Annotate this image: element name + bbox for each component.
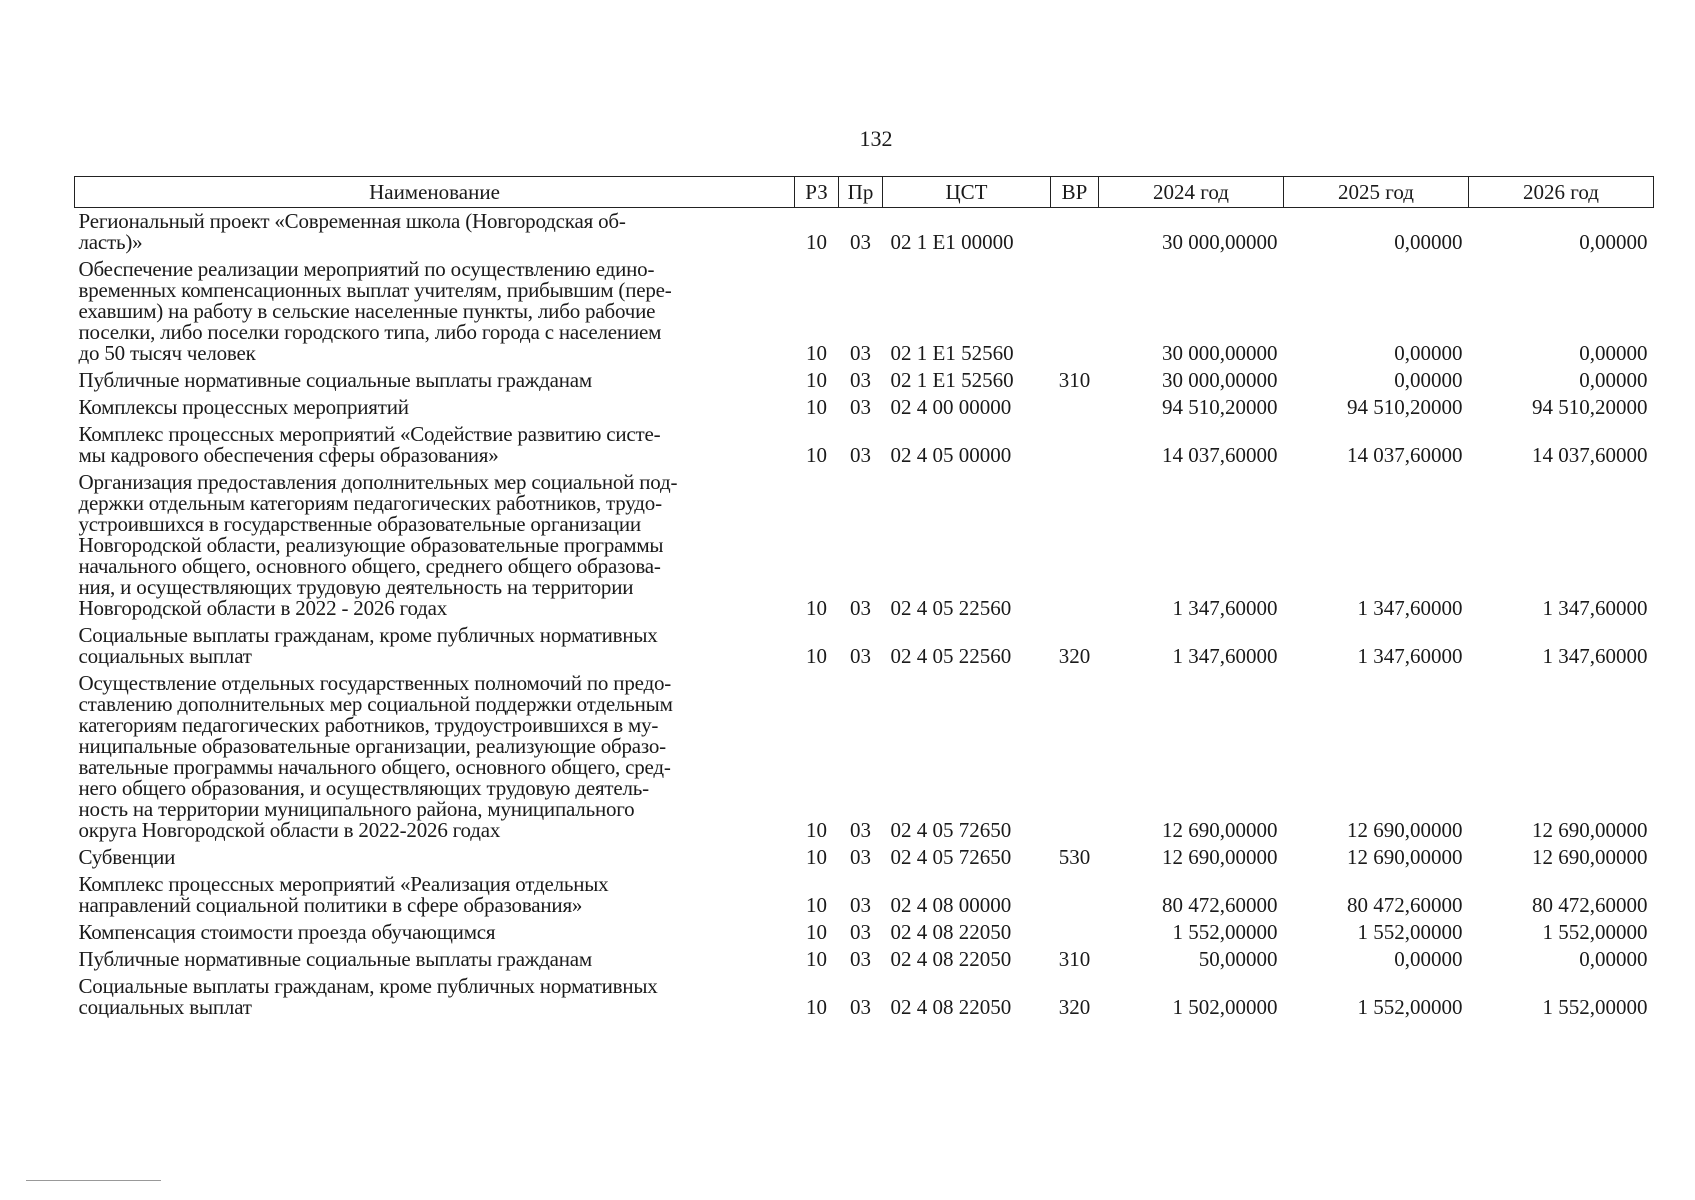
- cell-pr: 03: [850, 995, 871, 1019]
- table-row: [75, 469, 1654, 622]
- table-row: [75, 973, 1654, 1021]
- cell-pr: 03: [850, 230, 871, 254]
- table-row: [75, 670, 1654, 844]
- cell-2025: 80 472,60000: [1347, 893, 1463, 917]
- cell-2025: 0,00000: [1394, 230, 1463, 254]
- cell-2026: 80 472,60000: [1532, 893, 1648, 917]
- cell-cst: 02 1 Е1 00000: [890, 230, 1014, 254]
- cell-pr: 03: [850, 947, 871, 971]
- cell-rz: 10: [806, 818, 827, 842]
- cell-2025: 0,00000: [1394, 341, 1463, 365]
- cell-vr: 310: [1058, 947, 1091, 971]
- cell-vr: 530: [1058, 845, 1091, 869]
- cell-vr: [1051, 469, 1099, 622]
- table-row: [75, 394, 1654, 421]
- table-row: [75, 367, 1654, 394]
- cell-2026: 1 552,00000: [1542, 995, 1648, 1019]
- cell-2024: 30 000,00000: [1162, 341, 1278, 365]
- cell-vr: 310: [1058, 368, 1091, 392]
- cell-2026: 94 510,20000: [1532, 395, 1648, 419]
- cell-name: Обеспечение реализации мероприятий по осуществлению едино- временных компенсационных выплат учителям, прибывшим (пере- ехавшим) на работу в сельские населенные пункты, либо рабочие поселки, либо поселки городского типа, либо города с населением до 50 тысяч человек: [78, 257, 672, 365]
- cell-name: Комплекс процессных мероприятий «Содействие развитию систе- мы кадрового обеспечения сферы образования»: [78, 422, 661, 467]
- table-body: [75, 208, 1654, 1022]
- cell-2024: 1 502,00000: [1172, 995, 1278, 1019]
- cell-rz: 10: [806, 341, 827, 365]
- table-row: [75, 256, 1654, 367]
- cell-2024: 30 000,00000: [1162, 230, 1278, 254]
- cell-name: Компенсация стоимости проезда обучающимся: [78, 920, 496, 944]
- cell-name: Социальные выплаты гражданам, кроме публичных нормативных социальных выплат: [78, 623, 658, 668]
- cell-cst: 02 4 05 72650: [890, 818, 1012, 842]
- cell-name: Публичные нормативные социальные выплаты гражданам: [78, 947, 592, 971]
- cell-rz: 10: [806, 443, 827, 467]
- cell-cst: 02 1 Е1 52560: [890, 341, 1014, 365]
- cell-rz: 10: [806, 368, 827, 392]
- cell-rz: 10: [806, 230, 827, 254]
- cell-cst: 02 4 05 00000: [890, 443, 1012, 467]
- header-pr: Пр: [839, 177, 883, 208]
- cell-cst: 02 4 05 22560: [890, 596, 1012, 620]
- cell-2024: 80 472,60000: [1162, 893, 1278, 917]
- scan-artifact-line: [26, 1180, 161, 1181]
- cell-name: Субвенции: [78, 845, 176, 869]
- cell-2024: 1 347,60000: [1172, 644, 1278, 668]
- cell-rz: 10: [806, 920, 827, 944]
- cell-cst: 02 4 08 22050: [890, 920, 1012, 944]
- cell-rz: 10: [806, 893, 827, 917]
- cell-2024: 94 510,20000: [1162, 395, 1278, 419]
- cell-2024: 12 690,00000: [1162, 845, 1278, 869]
- cell-vr: 320: [1058, 644, 1091, 668]
- cell-cst: 02 4 08 22050: [890, 995, 1012, 1019]
- cell-cst: 02 4 00 00000: [890, 395, 1012, 419]
- cell-vr: 320: [1058, 995, 1091, 1019]
- cell-pr: 03: [850, 443, 871, 467]
- cell-rz: 10: [806, 596, 827, 620]
- cell-name: Региональный проект «Современная школа (Новгородская об- ласть)»: [78, 209, 626, 254]
- cell-rz: 10: [806, 995, 827, 1019]
- cell-cst: 02 4 08 22050: [890, 947, 1012, 971]
- header-2024: 2024 год: [1099, 177, 1284, 208]
- header-vr: ВР: [1051, 177, 1099, 208]
- header-rz: РЗ: [795, 177, 839, 208]
- cell-cst: 02 1 Е1 52560: [890, 368, 1014, 392]
- table-row: [75, 919, 1654, 946]
- cell-pr: 03: [850, 395, 871, 419]
- cell-pr: 03: [850, 845, 871, 869]
- cell-vr: [1051, 919, 1099, 946]
- cell-2025: 12 690,00000: [1347, 845, 1463, 869]
- cell-2025: 1 552,00000: [1357, 995, 1463, 1019]
- cell-2025: 0,00000: [1394, 368, 1463, 392]
- cell-name: Комплекс процессных мероприятий «Реализация отдельных направлений социальной политики в сфере образования»: [78, 872, 609, 917]
- cell-2026: 1 347,60000: [1542, 644, 1648, 668]
- table-row: [75, 871, 1654, 919]
- cell-vr: [1051, 421, 1099, 469]
- cell-pr: 03: [850, 341, 871, 365]
- cell-2026: 0,00000: [1579, 368, 1648, 392]
- cell-2025: 0,00000: [1394, 947, 1463, 971]
- cell-2025: 1 347,60000: [1357, 644, 1463, 668]
- cell-name: Комплексы процессных мероприятий: [78, 395, 409, 419]
- table-row: [75, 421, 1654, 469]
- table-header: [75, 177, 1654, 208]
- cell-2026: 0,00000: [1579, 947, 1648, 971]
- cell-pr: 03: [850, 818, 871, 842]
- header-2026: 2026 год: [1469, 177, 1654, 208]
- cell-2024: 1 552,00000: [1172, 920, 1278, 944]
- cell-2026: 0,00000: [1579, 230, 1648, 254]
- header-2025: 2025 год: [1284, 177, 1469, 208]
- page-number: 132: [859, 126, 893, 151]
- cell-rz: 10: [806, 644, 827, 668]
- cell-2026: 0,00000: [1579, 341, 1648, 365]
- cell-2025: 1 347,60000: [1357, 596, 1463, 620]
- cell-pr: 03: [850, 893, 871, 917]
- cell-cst: 02 4 05 72650: [890, 845, 1012, 869]
- table-row: [75, 844, 1654, 871]
- cell-vr: [1051, 871, 1099, 919]
- cell-rz: 10: [806, 947, 827, 971]
- cell-2025: 94 510,20000: [1347, 395, 1463, 419]
- cell-2024: 1 347,60000: [1172, 596, 1278, 620]
- table-row: [75, 622, 1654, 670]
- cell-vr: [1051, 208, 1099, 257]
- cell-pr: 03: [850, 368, 871, 392]
- cell-cst: 02 4 05 22560: [890, 644, 1012, 668]
- cell-rz: 10: [806, 845, 827, 869]
- cell-2024: 30 000,00000: [1162, 368, 1278, 392]
- cell-vr: [1051, 670, 1099, 844]
- cell-2025: 12 690,00000: [1347, 818, 1463, 842]
- cell-vr: [1051, 256, 1099, 367]
- cell-2025: 14 037,60000: [1347, 443, 1463, 467]
- table-row: [75, 946, 1654, 973]
- cell-2026: 14 037,60000: [1532, 443, 1648, 467]
- cell-vr: [1051, 394, 1099, 421]
- budget-table: [74, 176, 1654, 1021]
- cell-2025: 1 552,00000: [1357, 920, 1463, 944]
- cell-2024: 12 690,00000: [1162, 818, 1278, 842]
- cell-2024: 14 037,60000: [1162, 443, 1278, 467]
- cell-2026: 1 347,60000: [1542, 596, 1648, 620]
- cell-name: Публичные нормативные социальные выплаты гражданам: [78, 368, 592, 392]
- cell-rz: 10: [806, 395, 827, 419]
- cell-name: Осуществление отдельных государственных полномочий по предо- ставлению дополнительных мер социальной поддержки отдельным категориям педагогических работников, трудоустроившихся в му- ниципальные образовательные организации, реализующие образо- вательные программы начального общего, основного общего, сред- него общего образования, и осуществляющих трудовую деятель- ность на территории муниципального района, муниципального округа Новгородской области в 2022-2026 годах: [78, 671, 673, 842]
- cell-name: Социальные выплаты гражданам, кроме публичных нормативных социальных выплат: [78, 974, 658, 1019]
- cell-name: Организация предоставления дополнительных мер социальной под- держки отдельным категориям педагогических работников, трудо- устроившихся в государственные образовательные организации Новгородской области, реализующие образовательные программы начального общего, основного общего, среднего общего образова- ния, и осуществляющих трудовую деятельность на территории Новгородской области в 2022 - 2026 годах: [78, 470, 678, 620]
- cell-pr: 03: [850, 644, 871, 668]
- cell-2026: 12 690,00000: [1532, 818, 1648, 842]
- table-row: [75, 208, 1654, 257]
- cell-2026: 12 690,00000: [1532, 845, 1648, 869]
- cell-2026: 1 552,00000: [1542, 920, 1648, 944]
- cell-cst: 02 4 08 00000: [890, 893, 1012, 917]
- cell-2024: 50,00000: [1198, 947, 1278, 971]
- header-name: Наименование: [75, 177, 795, 208]
- cell-pr: 03: [850, 920, 871, 944]
- cell-pr: 03: [850, 596, 871, 620]
- header-cst: ЦСТ: [883, 177, 1051, 208]
